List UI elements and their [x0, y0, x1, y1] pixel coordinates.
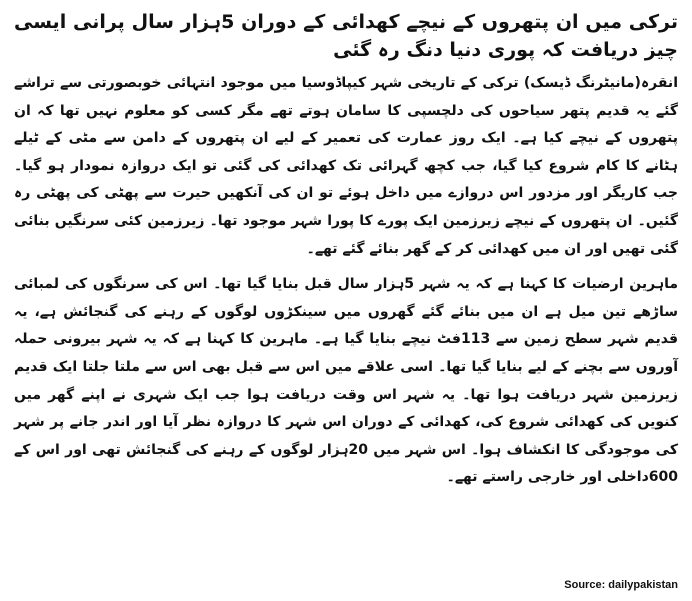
article-body: [14, 8, 678, 500]
article-headline: ترکی میں ان پتھروں کے نیچے کھدائی کے دوران 5ہزار سال پرانی ایسی چیز دریافت کہ پوری دنیا دنگ رہ گئی: [14, 11, 678, 61]
article-paragraph-2: ماہرین ارضیات کا کہنا ہے کہ یہ شہر 5ہزار سال قبل بنایا گیا تھا۔ اس کی سرنگوں کی لمبائی ساڑھے تین میل ہے ان میں بنائے گئے گھروں میں سینکڑوں لوگوں کے رہنے کی گنجائش ہے، یہ قدیم شہر سطح زمین سے 113فٹ نیچے بنایا گیا ہے۔ ماہرین کا کہنا ہے کہ یہ شہر بیرونی حملہ آوروں سے بچنے کے لیے بنایا گیا تھا۔ اسی علاقے میں اس سے قبل بھی اس سے ملتا جلتا ایک قدیم زیرزمین شہر دریافت ہوا تھا۔ یہ شہر اس وقت دریافت ہوا جب ایک شہری نے اپنے گھر میں کنویں کی کھدائی شروع کی، کھدائی کے دوران اس شہر کا دروازہ نظر آیا اور اندر جانے پر شہر کی موجودگی کا انکشاف ہوا۔ اس شہر میں 20ہزار لوگوں کے رہنے کی گنجائش تھی اور اس کے 600داخلی اور خارجی راستے تھے۔: [14, 276, 679, 486]
article-paragraph-1: انقرہ(مانیٹرنگ ڈیسک) ترکی کے تاریخی شہر کیپاڈوسیا میں موجود انتہائی خوبصورتی سے تراشے گئے یہ قدیم پتھر سیاحوں کی دلچسپی کا سامان ہوتے تھے مگر کسی کو معلوم نہیں تھا کہ ان پتھروں کے نیچے کیا ہے۔ ایک روز عمارت کی تعمیر کے لیے ان پتھروں کے دامن سے مٹی کے ٹیلے ہٹانے کا کام شروع کیا گیا، جب کچھ گہرائی تک کھدائی کی گئی تو ایک دروازہ نمودار ہو گیا۔ جب کاریگر اور مزدور اس دروازے میں داخل ہوئے تو ان کی آنکھیں حیرت سے پھٹی کی پھٹی رہ گئیں۔ ان پتھروں کے نیچے زیرزمین ایک پورے کا پورا شہر موجود تھا۔ زیرزمین کئی سرنگیں بنائی گئی تھیں اور ان میں کھدائی کر کے گھر بنائے گئے تھے۔: [14, 75, 678, 257]
source-credit: Source: dailypakistan: [564, 579, 678, 591]
